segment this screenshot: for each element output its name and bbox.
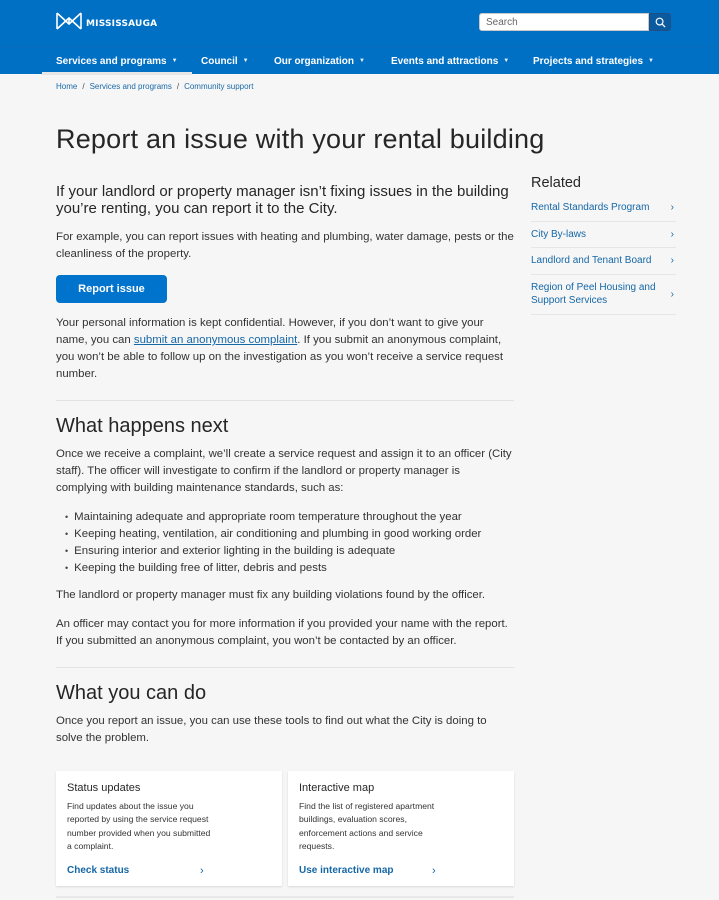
main-content <box>56 180 514 886</box>
chevron-right-icon: › <box>670 202 674 214</box>
nav-services-and-programs[interactable] <box>56 47 178 75</box>
related-link-rental-standards-program[interactable] <box>531 195 676 222</box>
related-link-label: City By-laws <box>531 228 587 240</box>
related-link-region-of-peel-housing[interactable] <box>531 275 676 315</box>
breadcrumb-separator: / <box>176 82 180 91</box>
related-link-label: Landlord and Tenant Board <box>531 255 652 266</box>
nav-label: Council <box>201 55 238 67</box>
chevron-right-icon: › <box>670 255 674 267</box>
what-you-can-do-heading: What you can do <box>56 682 207 704</box>
what-happens-next-heading: What happens next <box>56 415 229 437</box>
chevron-right-icon: › <box>670 228 674 240</box>
card-title: Interactive map <box>299 782 375 794</box>
related-link-city-by-laws[interactable] <box>531 222 676 249</box>
privacy-paragraph <box>56 315 514 383</box>
interactive-map-card <box>288 771 514 886</box>
breadcrumb-separator: / <box>82 82 85 91</box>
card-title: Status updates <box>67 782 141 794</box>
list-item: • Keeping heating, ventilation, air conditioning and plumbing in good working order <box>78 526 514 543</box>
contact-paragraph: An officer may contact you for more information if you provided your name with the report. If you submitted an anonymous complaint, you won’t be contacted by an officer. <box>56 618 508 647</box>
main-nav <box>0 46 719 74</box>
section-divider <box>56 400 514 401</box>
example-paragraph: For example, you can report issues with heating and plumbing, water damage, pests or the cleanliness of the property. <box>56 231 514 260</box>
tool-cards <box>56 771 514 886</box>
breadcrumb <box>56 82 253 91</box>
nav-label: Services and programs <box>56 55 167 67</box>
mississauga-logo-icon <box>56 12 82 30</box>
search-icon <box>655 17 666 28</box>
search-input[interactable] <box>479 13 649 31</box>
chevron-right-icon: › <box>432 865 436 877</box>
report-issue-button[interactable]: Report issue <box>56 275 167 303</box>
lead-paragraph: If your landlord or property manager isn’t fixing issues in the building you’re renting, you can report it to the City. <box>56 183 509 217</box>
nav-label: Our organization <box>274 55 354 67</box>
nav-council[interactable] <box>201 47 249 75</box>
nav-projects-and-strategies[interactable] <box>533 47 654 75</box>
anonymous-complaint-link[interactable]: submit an anonymous complaint <box>133 334 298 346</box>
privacy-text: . If you submit an anonymous complaint, you won’t be able to follow up on the investigation as you won’t receive a service request number. <box>56 334 504 380</box>
card-body: Find updates about the issue you reported by using the service request number provided when you submitted a complaint. <box>67 801 211 851</box>
breadcrumb-services-and-programs[interactable]: Services and programs <box>89 82 172 91</box>
nav-label: Events and attractions <box>391 55 499 67</box>
status-updates-card <box>56 771 282 886</box>
search-button[interactable] <box>649 13 671 31</box>
card-body: Find the list of registered apartment buildings, evaluation scores, enforcement actions and service requests. <box>299 801 435 851</box>
logo-text: mississauga <box>86 13 158 29</box>
breadcrumb-community-support[interactable]: Community support <box>184 82 254 91</box>
fix-paragraph: The landlord or property manager must fix any building violations found by the officer. <box>56 589 486 601</box>
what-happens-next-intro: Once we receive a complaint, we’ll create a service request and assign it to an officer (City staff). The officer will investigate to confirm if the landlord or property manager is complying with building maintenance standards, such as: <box>56 448 512 494</box>
related-link-label: Rental Standards Program <box>531 202 650 213</box>
privacy-text: Your personal information is kept confidential. However, if you don’t want to give your name, you can <box>56 317 484 346</box>
caret-down-icon: ▼ <box>242 58 249 64</box>
chevron-right-icon: › <box>200 865 204 877</box>
related-heading: Related <box>531 175 581 191</box>
search-form <box>479 13 671 31</box>
use-interactive-map-link[interactable]: Use interactive map <box>299 865 394 876</box>
standards-list <box>74 509 514 577</box>
list-item: • Maintaining adequate and appropriate room temperature throughout the year <box>78 509 514 526</box>
related-link-landlord-and-tenant-board[interactable] <box>531 248 676 275</box>
what-you-can-do-intro: Once you report an issue, you can use these tools to find out what the City is doing to solve the problem. <box>56 715 487 744</box>
caret-down-icon: ▼ <box>503 58 510 64</box>
check-status-link[interactable]: Check status <box>67 865 130 876</box>
caret-down-icon: ▼ <box>171 58 178 64</box>
caret-down-icon: ▼ <box>648 58 654 64</box>
nav-our-organization[interactable] <box>274 47 365 75</box>
page-title: Report an issue with your rental building <box>56 124 545 154</box>
related-link-label: Region of Peel Housing and Support Services <box>531 281 656 306</box>
list-item: • Keeping the building free of litter, debris and pests <box>78 560 514 577</box>
site-logo[interactable] <box>56 12 157 30</box>
nav-label: Projects and strategies <box>533 55 644 67</box>
section-divider <box>56 896 514 898</box>
related-sidebar <box>531 175 676 315</box>
caret-down-icon: ▼ <box>359 58 365 64</box>
chevron-right-icon: › <box>670 288 674 300</box>
section-divider <box>56 667 514 668</box>
list-item: • Ensuring interior and exterior lighting in the building is adequate <box>78 543 514 560</box>
breadcrumb-home[interactable]: Home <box>56 82 78 91</box>
site-header <box>0 0 719 46</box>
nav-events-and-attractions[interactable] <box>391 47 509 75</box>
